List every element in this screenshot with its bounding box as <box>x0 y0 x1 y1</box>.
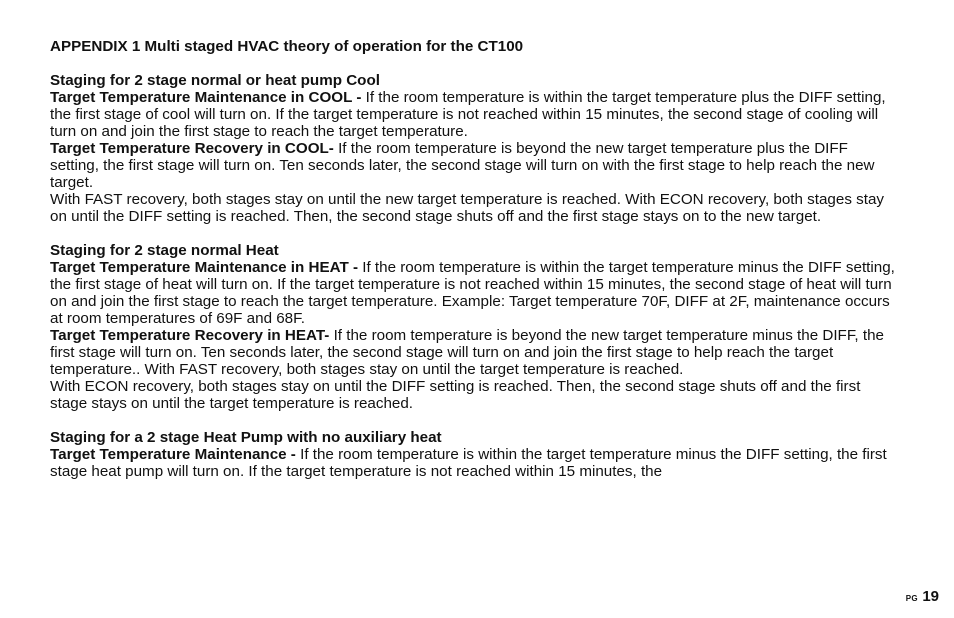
paragraph-text: If the room temperature is within the target temperature plus the DIFF setting, the first stage of cool will turn on. If the target temperature is not reached within 15 minutes, the second stage of cooling will turn on and join the first stage to reach the target temperature. <box>50 89 886 140</box>
paragraph-text: If the room temperature is within the target temperature minus the DIFF setting, the first stage heat pump will turn on. If the target temperature is not reached within 15 minutes, the <box>50 446 887 480</box>
paragraph <box>50 140 900 191</box>
paragraph-lead: Target Temperature Maintenance in COOL - <box>50 89 366 106</box>
section-heading: Staging for a 2 stage Heat Pump with no auxiliary heat <box>50 429 442 446</box>
section-cool <box>50 72 900 225</box>
paragraph-lead: Target Temperature Recovery in HEAT- <box>50 327 334 344</box>
section-heat-pump <box>50 429 900 480</box>
page-number-value: 19 <box>922 588 939 605</box>
paragraph <box>50 191 900 225</box>
page-number <box>906 588 939 606</box>
section-heading: Staging for 2 stage normal or heat pump Cool <box>50 72 380 89</box>
paragraph-lead: Target Temperature Maintenance in HEAT - <box>50 259 363 276</box>
paragraph-text: If the room temperature is within the target temperature minus the DIFF setting, the first stage of heat will turn on. If the target temperature is not reached within 15 minutes, the second stage of heat will turn on and join the first stage to reach the target temperature. Example: Target temperature 70F, DIFF at 2F, maintenance occurs at room temperatures of 69F and 68F. <box>50 259 895 327</box>
document-page <box>50 38 900 497</box>
paragraph-text: If the room temperature is beyond the new target temperature plus the DIFF setting, the first stage will turn on. Ten seconds later, the second stage will turn on with the first stage to help reach the new target. <box>50 140 875 191</box>
appendix-title: APPENDIX 1 Multi staged HVAC theory of operation for the CT100 <box>50 38 524 55</box>
paragraph <box>50 89 900 140</box>
paragraph <box>50 378 900 412</box>
section-heading: Staging for 2 stage normal Heat <box>50 242 279 259</box>
paragraph <box>50 259 900 327</box>
paragraph-text: With FAST recovery, both stages stay on until the new target temperature is reached. With ECON recovery, both stages stay on until the DIFF setting is reached. Then, the second stage shuts off and the first stage stays on to the new target. <box>50 191 884 225</box>
paragraph <box>50 327 900 378</box>
page-label: PG <box>905 594 918 603</box>
paragraph-lead: Target Temperature Recovery in COOL- <box>50 140 339 157</box>
paragraph <box>50 446 900 480</box>
paragraph-text: If the room temperature is beyond the new target temperature minus the DIFF, the first stage will turn on. Ten seconds later, the second stage will turn on and join the first stage to help reach the target temperature.. With FAST recovery, both stages stay on until the target temperature is reached. <box>50 327 884 378</box>
paragraph-lead: Target Temperature Maintenance - <box>50 446 301 463</box>
paragraph-text: With ECON recovery, both stages stay on until the DIFF setting is reached. Then, the second stage shuts off and the first stage stays on until the target temperature is reached. <box>50 378 861 412</box>
section-heat <box>50 242 900 412</box>
